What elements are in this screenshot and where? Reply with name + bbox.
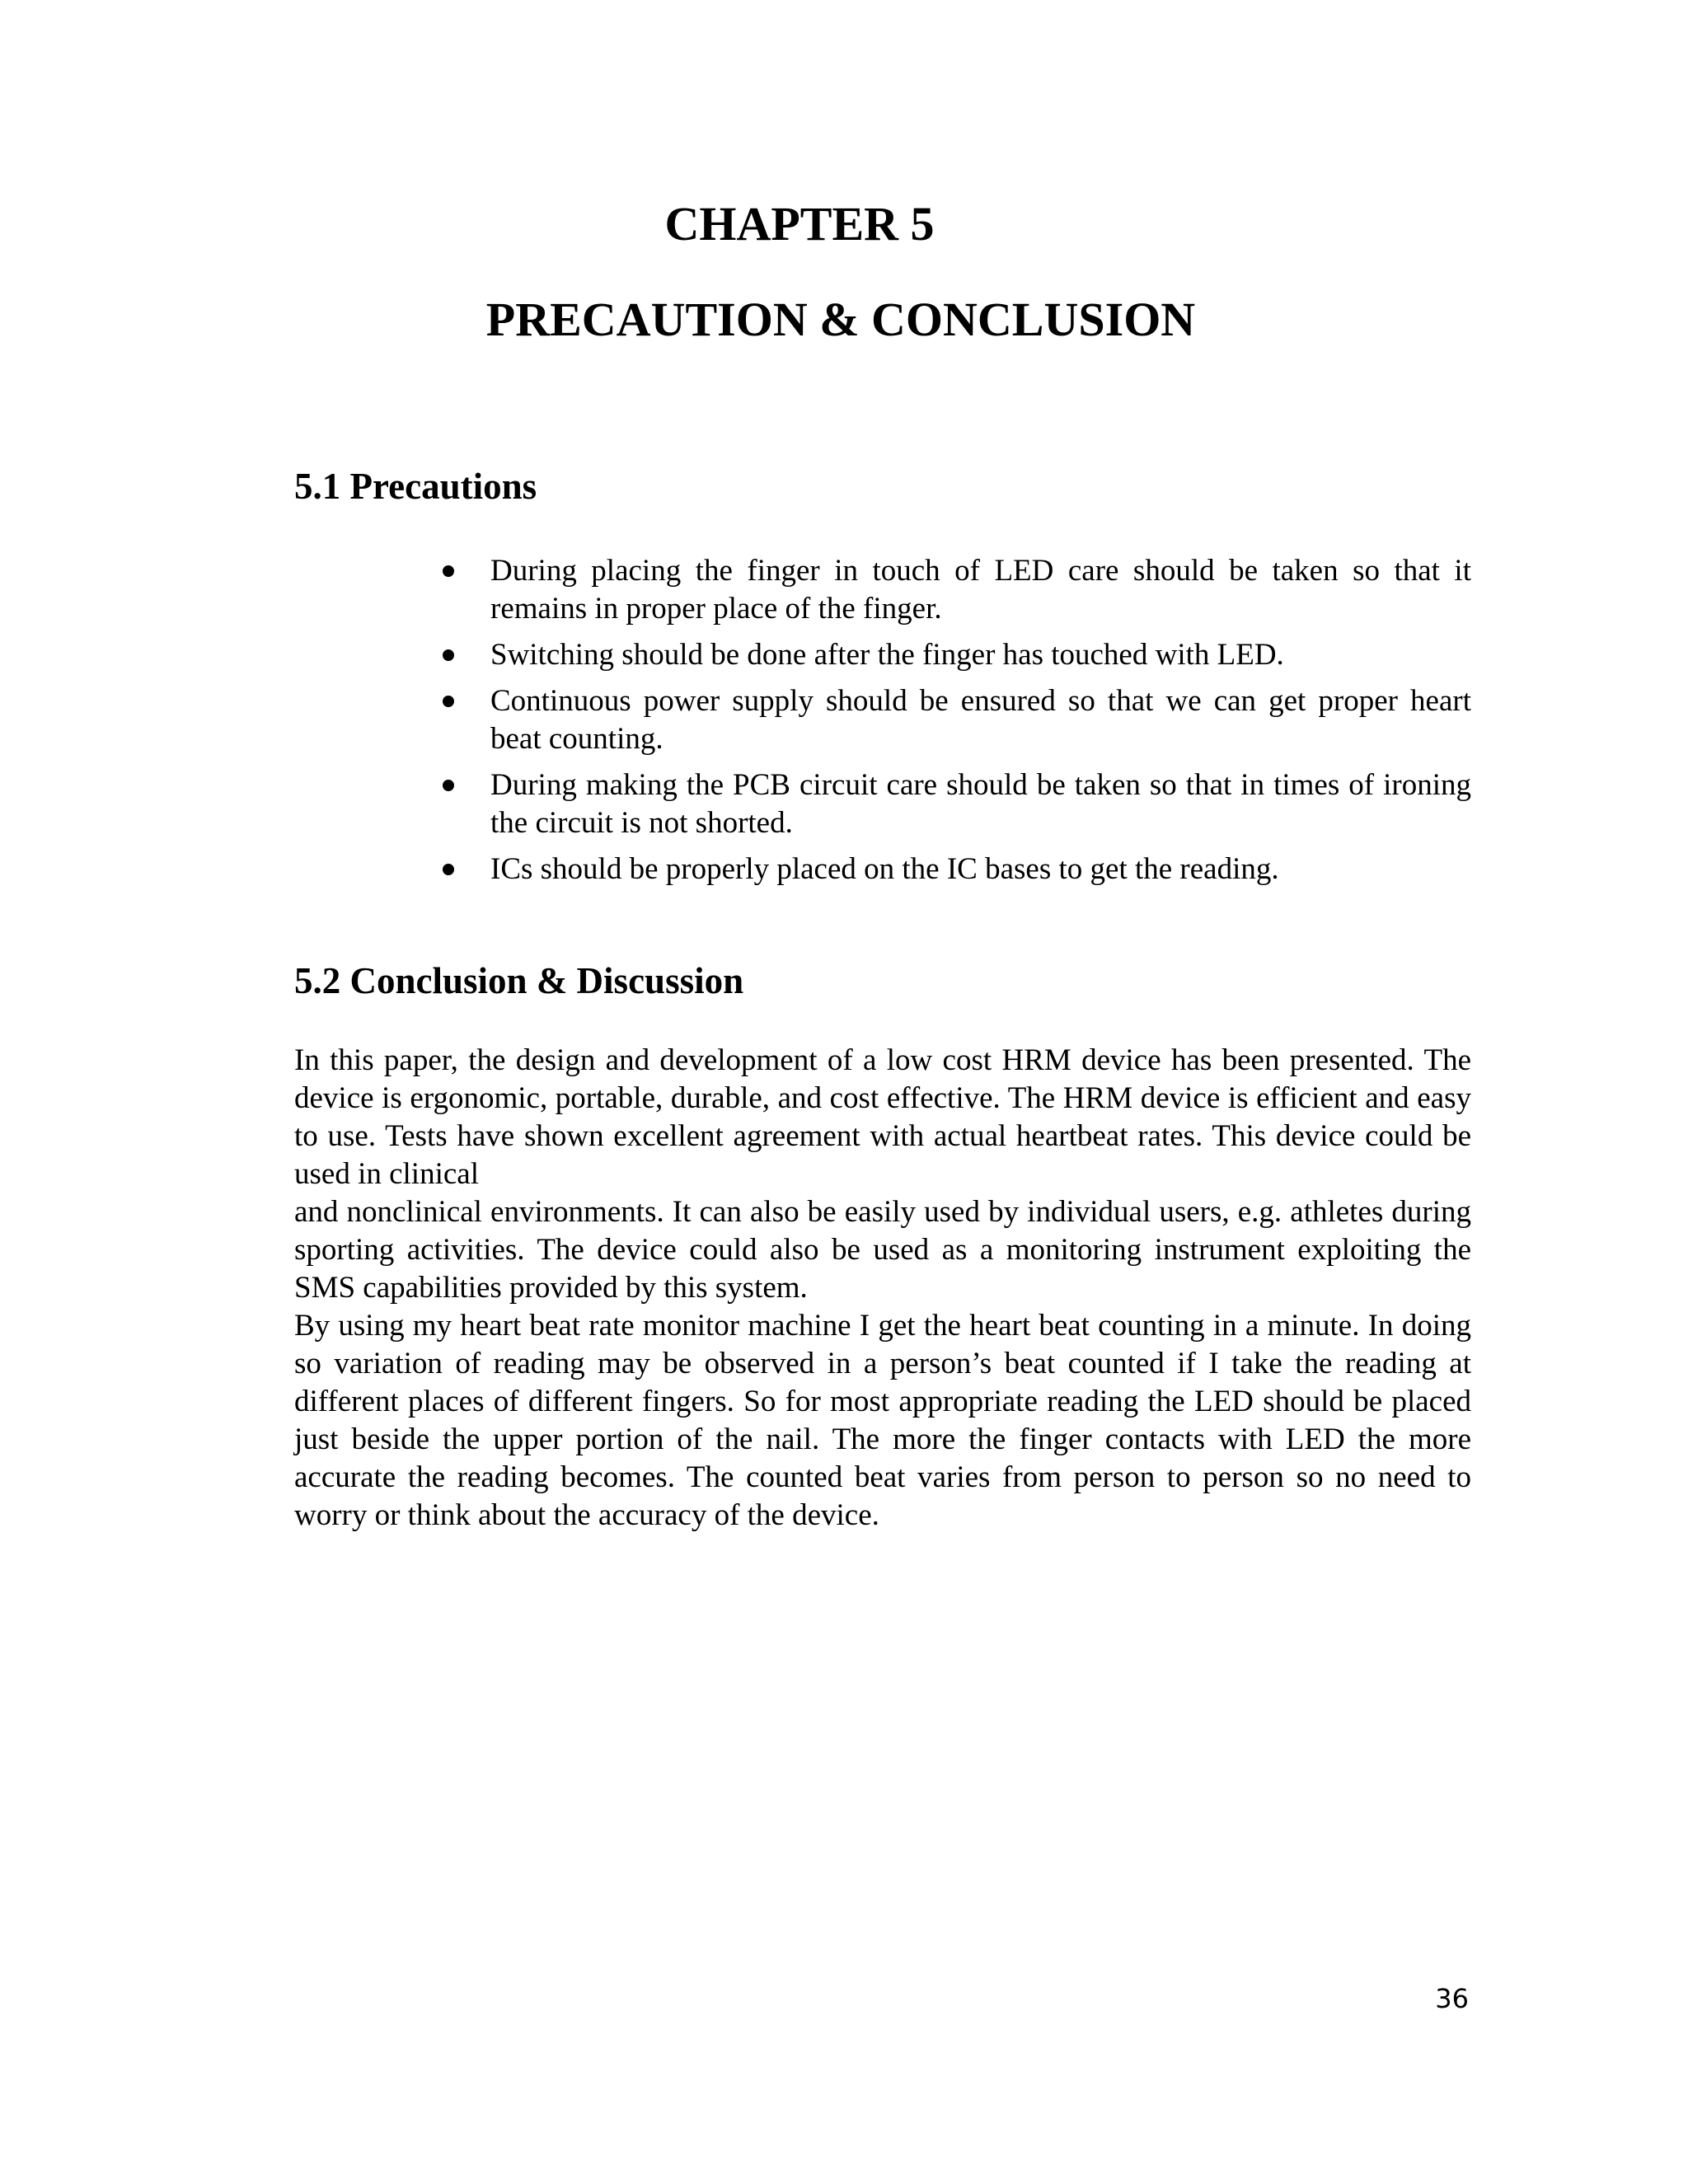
- list-item: [437, 766, 1471, 842]
- bullet-icon: [443, 565, 454, 577]
- list-item: [437, 552, 1471, 628]
- bullet-icon: [443, 696, 454, 707]
- page-number: 36: [1435, 1983, 1469, 2014]
- list-item-text: During placing the finger in touch of LED care should be taken so that it remains in proper place of the finger.: [490, 554, 1471, 626]
- list-item-text: Continuous power supply should be ensured so that we can get proper heart beat counting.: [490, 684, 1471, 756]
- chapter-title: PRECAUTION & CONCLUSION: [485, 293, 1196, 346]
- section-heading-conclusion: 5.2 Conclusion & Discussion: [294, 960, 744, 1001]
- list-item: [437, 682, 1471, 758]
- list-item-text: Switching should be done after the finger has touched with LED.: [490, 638, 1284, 672]
- list-item-text: During making the PCB circuit care should be taken so that in times of ironing the circuit is not shorted.: [490, 768, 1471, 840]
- chapter-number: CHAPTER 5: [664, 197, 935, 251]
- bullet-icon: [443, 780, 454, 791]
- paragraph: In this paper, the design and development of a low cost HRM device has been presented. The device is ergonomic, portable, durable, and cost effective. The HRM device is efficient and easy to use. Tests have shown excellent agreement with actual heartbeat rates. This device could be used in clinical: [294, 1043, 1471, 1191]
- section-heading-precautions: 5.1 Precautions: [294, 466, 537, 507]
- paragraph: and nonclinical environments. It can also be easily used by individual users, e.g. athletes during sporting activities. The device could also be used as a monitoring instrument exploiting the SMS capabilities provided by this system.: [294, 1195, 1471, 1305]
- bullet-icon: [443, 864, 454, 875]
- bullet-icon: [443, 649, 454, 661]
- precautions-list: [437, 552, 1471, 897]
- list-item: [437, 851, 1471, 888]
- paragraph: By using my heart beat rate monitor machine I get the heart beat counting in a minute. In doing so variation of reading may be observed in a person’s beat counted if I take the reading at different places of different fingers. So for most appropriate reading the LED should be placed just beside the upper portion of the nail. The more the finger contacts with LED the more accurate the reading becomes. The counted beat varies from person to person so no need to worry or think about the accuracy of the device.: [294, 1309, 1471, 1532]
- conclusion-body: [294, 1042, 1471, 1535]
- list-item-text: ICs should be properly placed on the IC bases to get the reading.: [490, 852, 1279, 886]
- list-item: [437, 636, 1471, 674]
